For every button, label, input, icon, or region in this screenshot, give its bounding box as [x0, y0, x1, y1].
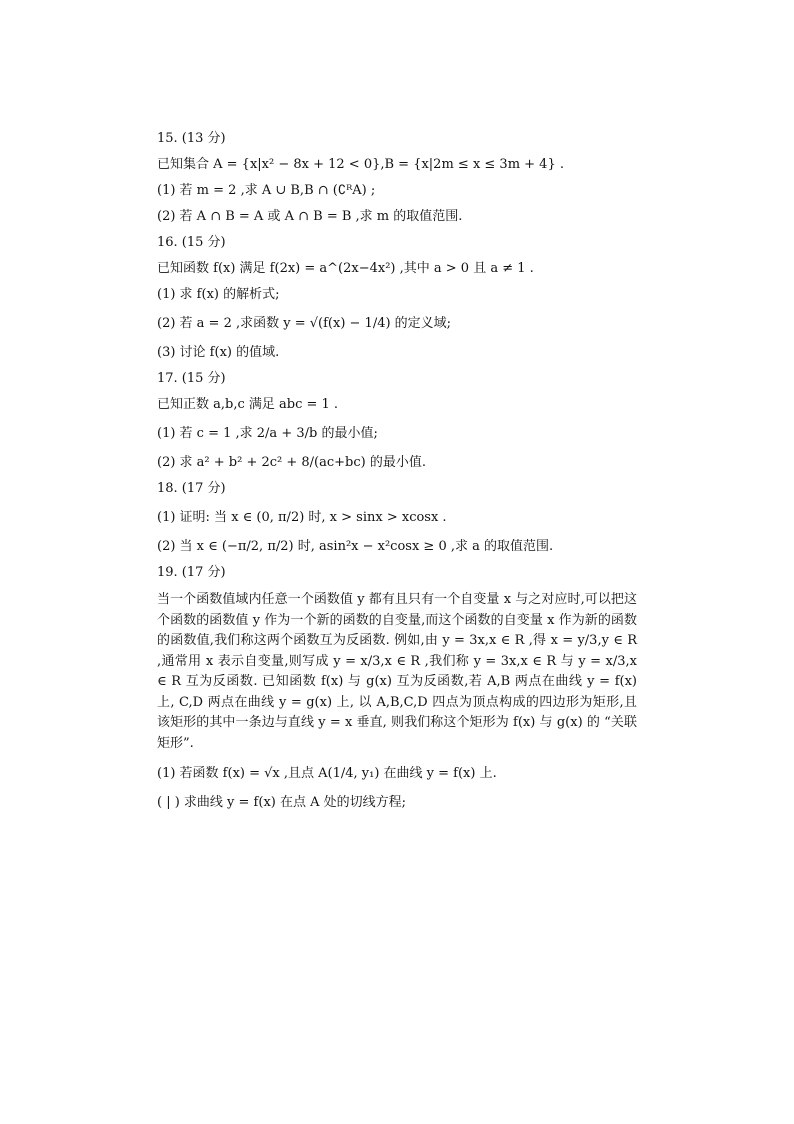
q16-part2: (2) 若 a = 2 ,求函数 y = √(f(x) − 1/4) 的定义域;: [157, 316, 452, 331]
q19-paragraph: 当一个函数值域内任意一个函数值 y 都有且只有一个自变量 x 与之对应时,可以把这个函数的函数值 y 作为一个新的函数的自变量,而这个函数的自变量 x 作为新的函数的函数值,我们称这两个函数互为反函数. 例如,由 y = 3x,x ∈ R ,得 x = y/3,y ∈ R ,通常用 x 表示自变量,则写成 y = x/3,x ∈ R ,我们称 y = 3x,x ∈ R 与 y = x/3,x ∈ R 互为反函数. 已知函数 f(x) 与 g(x) 互为反函数,若 A,B 两点在曲线 y = f(x) 上, C,D 两点在曲线 y = g(x) 上, 以 A,B,C,D 四点为顶点构成的四边形为矩形,且该矩形的其中一条边与直线 y = x 垂直, 则我们称这个矩形为 f(x) 与 g(x) 的 “关联矩形”.: [157, 592, 637, 751]
q19-part1-i: ( | ) 求曲线 y = f(x) 在点 A 处的切线方程;: [157, 795, 407, 810]
q15-header: 15. (13 分): [157, 131, 226, 146]
q17-header: 17. (15 分): [157, 371, 226, 386]
q17-part1: (1) 若 c = 1 ,求 2/a + 3/b 的最小值;: [157, 426, 378, 441]
q18-part1: (1) 证明: 当 x ∈ (0, π/2) 时, x > sinx > xcosx .: [157, 510, 447, 525]
q16-stem: 已知函数 f(x) 满足 f(2x) = a^(2x−4x²) ,其中 a > 0 且 a ≠ 1 .: [157, 261, 534, 276]
q15-part2: (2) 若 A ∩ B = A 或 A ∩ B = B ,求 m 的取值范围.: [157, 209, 463, 224]
q17-part2: (2) 求 a² + b² + 2c² + 8/(ac+bc) 的最小值.: [157, 455, 426, 470]
q19-part1: (1) 若函数 f(x) = √x ,且点 A(1/4, y₁) 在曲线 y = f(x) 上.: [157, 766, 497, 781]
q16-part1: (1) 求 f(x) 的解析式;: [157, 287, 280, 302]
exam-page: [157, 130, 637, 812]
q18-part2: (2) 当 x ∈ (−π/2, π/2) 时, asin²x − x²cosx ≥ 0 ,求 a 的取值范围.: [157, 539, 554, 554]
q17-stem: 已知正数 a,b,c 满足 abc = 1 .: [157, 397, 339, 412]
q19-header: 19. (17 分): [157, 565, 226, 580]
q16-header: 16. (15 分): [157, 235, 226, 250]
q15-part1: (1) 若 m = 2 ,求 A ∪ B,B ∩ (∁ᴿA) ;: [157, 183, 376, 198]
q18-header: 18. (17 分): [157, 481, 226, 496]
q16-part3: (3) 讨论 f(x) 的值域.: [157, 345, 280, 360]
q15-stem: 已知集合 A = {x|x² − 8x + 12 < 0},B = {x|2m ≤ x ≤ 3m + 4} .: [157, 157, 564, 172]
